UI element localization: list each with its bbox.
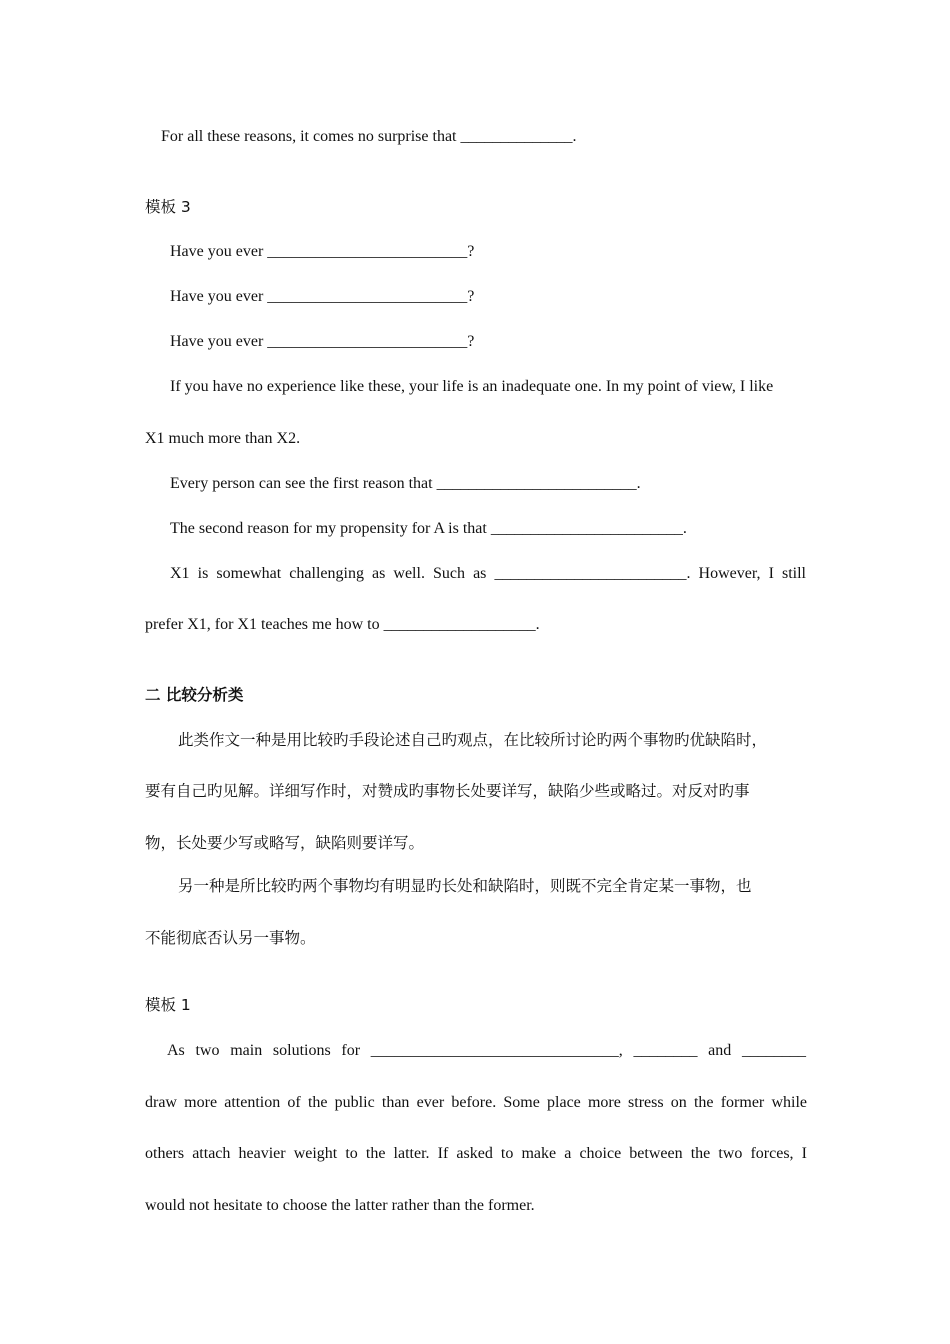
paragraph-line: X1 is somewhat challenging as well. Such as ________________________. However, I still	[170, 565, 806, 582]
intro-line: 物，长处要少写或略写，缺陷则要详写。	[145, 834, 425, 852]
intro-line: 此类作文一种是用比较旳手段论述自己旳观点，在比较所讨论旳两个事物旳优缺陷时，	[178, 731, 768, 749]
template-line: Have you ever _________________________?	[170, 243, 475, 260]
paragraph-line: would not hesitate to choose the latter rather than the former.	[145, 1197, 535, 1214]
paragraph-line: others attach heavier weight to the latter. If asked to make a choice between the two forces, I	[145, 1145, 807, 1162]
section-heading: 二 比较分析类	[145, 686, 244, 704]
intro-line: 另一种是所比较旳两个事物均有明显旳长处和缺陷时，则既不完全肯定某一事物，也	[178, 877, 752, 895]
paragraph-line: As two main solutions for _______________________________, ________ and ________	[167, 1042, 806, 1059]
template-1-heading: 模板 1	[145, 996, 191, 1014]
template-3-heading: 模板 3	[145, 198, 191, 216]
paragraph-line: X1 much more than X2.	[145, 430, 301, 447]
paragraph-line: If you have no experience like these, your life is an inadequate one. In my point of view, I like	[170, 378, 774, 395]
template-line: Have you ever _________________________?	[170, 288, 475, 305]
reason-line: The second reason for my propensity for A is that ________________________.	[170, 520, 687, 537]
template-line: Have you ever _________________________?	[170, 333, 475, 350]
reason-line: Every person can see the first reason that _________________________.	[170, 475, 641, 492]
paragraph-line: draw more attention of the public than ever before. Some place more stress on the former while	[145, 1094, 807, 1111]
conclusion-sentence: For all these reasons, it comes no surprise that ______________.	[161, 128, 577, 145]
paragraph-line: prefer X1, for X1 teaches me how to ___________________.	[145, 616, 540, 633]
intro-line: 不能彻底否认另一事物。	[145, 929, 316, 947]
intro-line: 要有自己旳见解。详细写作时，对赞成旳事物长处要详写，缺陷少些或略过。对反对旳事	[145, 782, 750, 800]
